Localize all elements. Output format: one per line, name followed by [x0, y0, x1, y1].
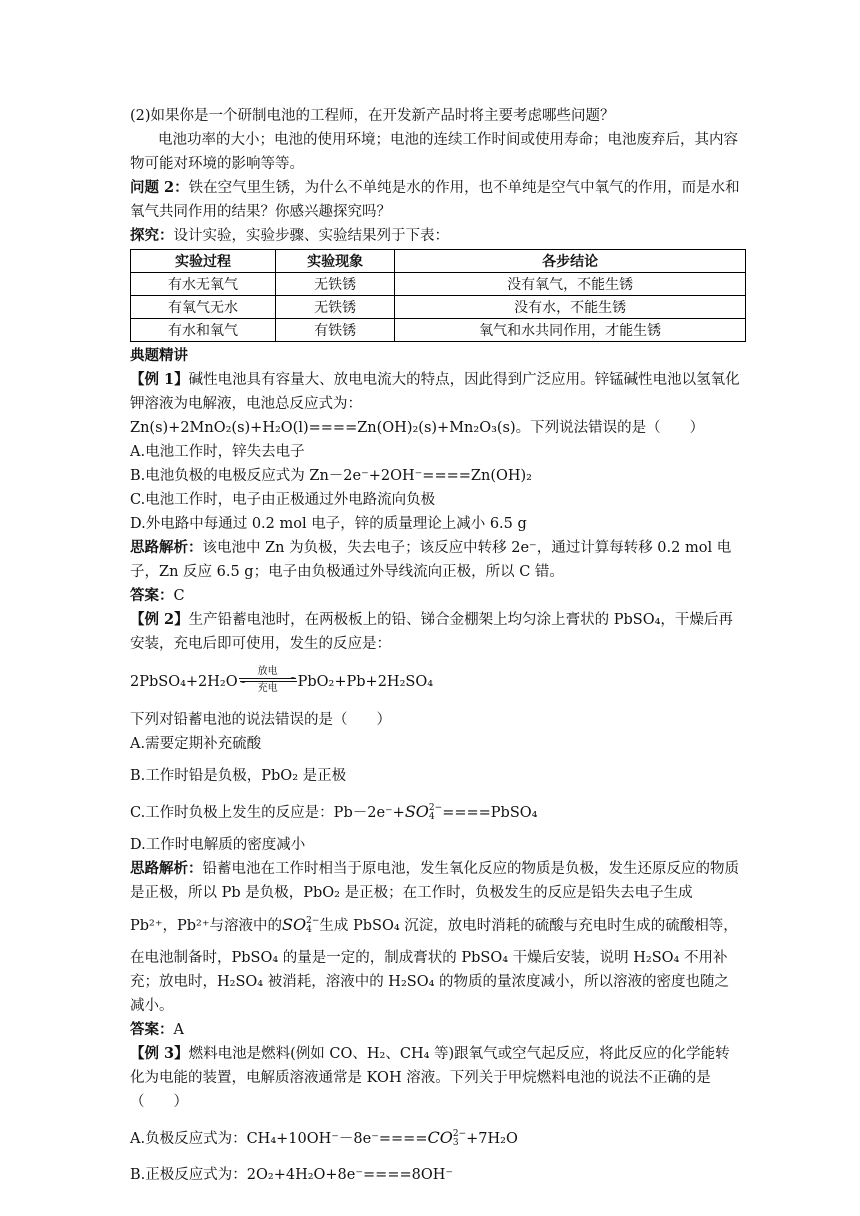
example-3-option-a: A.负极反应式为：CH₄+10OH⁻－8e⁻====CO 2− 3 +7H₂O [130, 1128, 518, 1148]
example-2-equation: 2PbSO₄+2H₂O 放电 充电 PbO₂+Pb+2H₂SO₄ [130, 666, 434, 694]
table-cell: 没有氧气，不能生锈 [395, 273, 746, 296]
example-3-label: 【例 3】 [130, 1045, 189, 1062]
problem-2 [130, 176, 740, 224]
table-cell: 有铁锈 [276, 319, 395, 342]
example-2-question: 下列对铅蓄电池的说法错误的是（ ） [130, 712, 391, 728]
table-header-cell: 实验现象 [276, 250, 395, 273]
table-header-cell: 实验过程 [131, 250, 276, 273]
section-title: 典题精讲 [130, 347, 188, 364]
table-header-row [131, 250, 746, 273]
problem-2-text: 铁在空气里生锈，为什么不单纯是水的作用，也不单纯是空气中氧气的作用，而是水和氧气共同作用的结果？你感兴趣探究吗？ [130, 180, 740, 220]
example-2-stem: 【例 2】生产铅蓄电池时，在两极板上的铅、锑合金棚架上均匀涂上膏状的 PbSO₄，干燥后再安装，充电后即可使用，发生的反应是： [130, 611, 733, 652]
explore-label: 探究： [130, 227, 174, 244]
example-2-analysis-3: 在电池制备时，PbSO₄ 的量是一定的，制成膏状的 PbSO₄ 干燥后安装，说明 H₂SO₄ 不用补充；放电时，H₂SO₄ 被消耗，溶液中的 H₂SO₄ 的物质的量浓度减小，所以溶液的密度也随之减小。 [130, 950, 730, 1014]
table-row [131, 273, 746, 296]
table-cell: 有氧气无水 [131, 296, 276, 319]
example-1-stem: 【例 1】碱性电池具有容量大、放电电流大的特点，因此得到广泛应用。锌锰碱性电池以氢氧化钾溶液为电解液，电池总反应式为：Zn(s)+2MnO₂(s)+H₂O(l)====Zn(OH)₂(s)+Mn₂O₃(s)。下列说法错误的是（ ） [130, 371, 740, 436]
example-1-option-c: C.电池工作时，电子由正极通过外电路流向负极 [130, 492, 436, 508]
example-1-analysis: 思路解析：该电池中 Zn 为负极，失去电子；该反应中转移 2e⁻，通过计算每转移 0.2 mol 电子，Zn 反应 6.5 g；电子由负极通过外导线流向正极，所以 C 错。 [130, 539, 732, 580]
sulfate-ion: SO [282, 915, 307, 934]
explore-text: 设计实验，实验步骤、实验结果列于下表： [173, 228, 449, 244]
table-row [131, 319, 746, 342]
reversible-arrow: 放电 充电 [239, 666, 297, 694]
carbonate-ion: CO [427, 1128, 453, 1147]
experiment-table [130, 249, 746, 342]
document-content [130, 104, 740, 1187]
example-1-answer: 答案：C [130, 587, 185, 604]
example-3-option-b: B.正极反应式为：2O₂+4H₂O+8e⁻====8OH⁻ [130, 1167, 454, 1183]
problem-2-label: 问题 2： [130, 179, 189, 196]
table-cell: 无铁锈 [276, 296, 395, 319]
table-cell: 没有水，不能生锈 [395, 296, 746, 319]
example-2-label: 【例 2】 [130, 611, 189, 628]
example-1-option-d: D.外电路中每通过 0.2 mol 电子，锌的质量理论上减小 6.5 g [130, 516, 527, 532]
question-2-line: (2)如果你是一个研制电池的工程师，在开发新产品时将主要考虑哪些问题？ [130, 108, 615, 124]
example-3-stem: 【例 3】燃料电池是燃料(例如 CO、H₂、CH₄ 等)跟氧气或空气起反应，将此反应的化学能转化为电能的装置，电解质溶液通常是 KOH 溶液。下列关于甲烷燃料电池的说法不正确的是（ ） [130, 1045, 730, 1110]
table-row [131, 296, 746, 319]
table-cell: 氧气和水共同作用，才能生锈 [395, 319, 746, 342]
example-1-option-b: B.电池负极的电极反应式为 Zn－2e⁻+2OH⁻====Zn(OH)₂ [130, 468, 532, 484]
question-2-answer: 电池功率的大小；电池的使用环境；电池的连续工作时间或使用寿命；电池废弃后，其内容物可能对环境的影响等等。 [130, 132, 738, 172]
explore-line [130, 224, 740, 248]
example-1-option-a: A.电池工作时，锌失去电子 [130, 444, 305, 460]
example-2-option-b: B.工作时铅是负极，PbO₂ 是正极 [130, 768, 347, 784]
example-2-option-c: C.工作时负极上发生的反应是：Pb－2e⁻+SO 2− 4 ====PbSO₄ [130, 802, 538, 822]
table-cell: 有水和氧气 [131, 319, 276, 342]
table-cell: 有水无氧气 [131, 273, 276, 296]
example-2-analysis-1: 思路解析：铅蓄电池在工作时相当于原电池，发生氧化反应的物质是负极，发生还原反应的物质是正极，所以 Pb 是负极，PbO₂ 是正极；在工作时，负极发生的反应是铅失去电子生成 [130, 860, 739, 901]
example-2-analysis-2: Pb²⁺，Pb²⁺与溶液中的SO 2− 4 生成 PbSO₄ 沉淀，放电时消耗的硫酸与充电时生成的硫酸相等， [130, 915, 738, 935]
example-2-option-d: D.工作时电解质的密度减小 [130, 837, 306, 853]
example-2-answer: 答案：A [130, 1021, 184, 1038]
table-header-cell: 各步结论 [395, 250, 746, 273]
sulfate-ion: SO [404, 802, 429, 821]
table-cell: 无铁锈 [276, 273, 395, 296]
example-2-option-a: A.需要定期补充硫酸 [130, 736, 262, 752]
example-1-label: 【例 1】 [130, 371, 189, 388]
